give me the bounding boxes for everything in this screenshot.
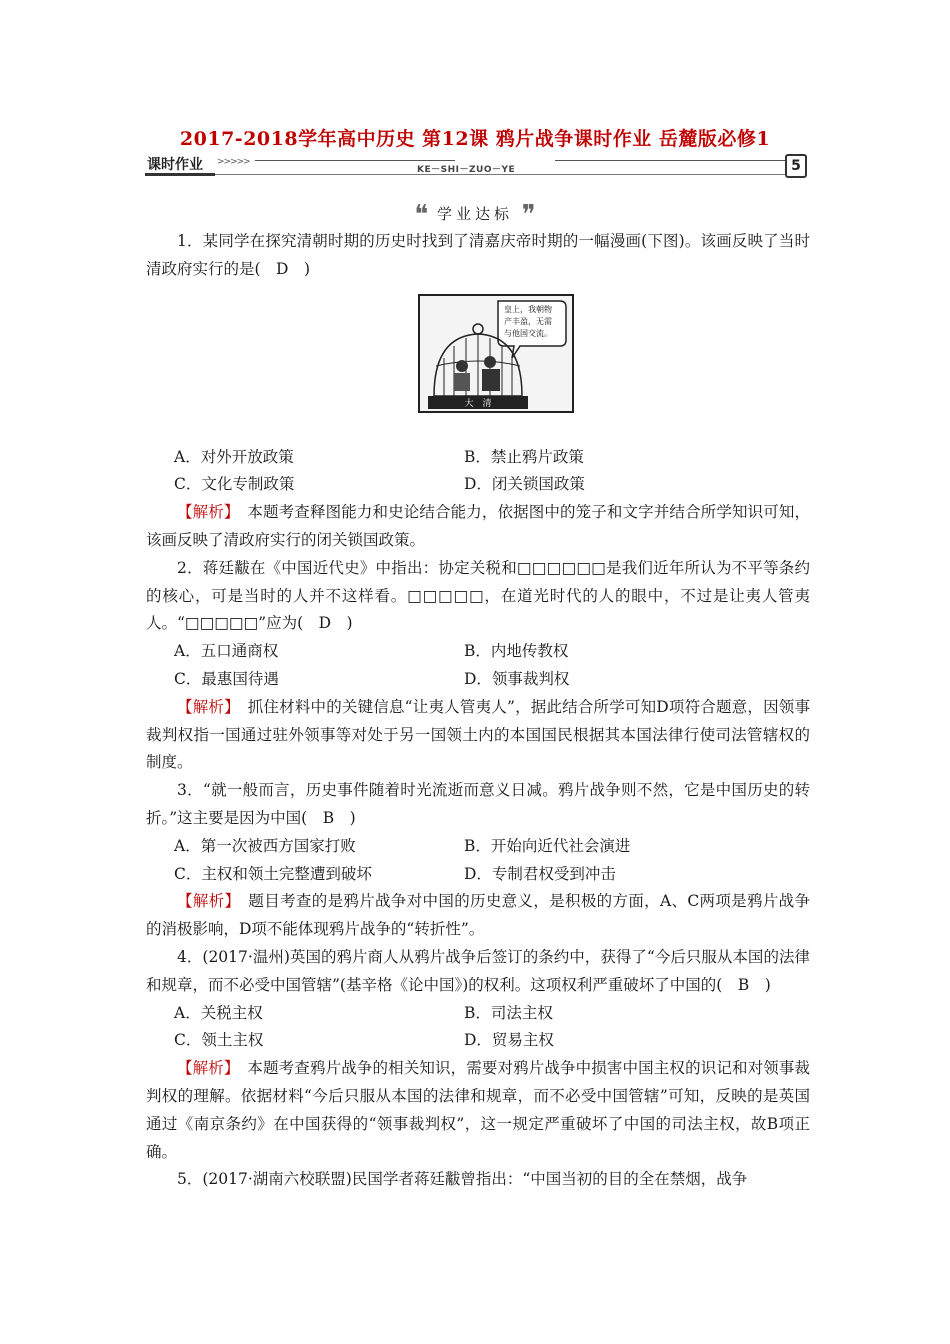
question-stem: 1．某同学在探究清朝时期的历史时找到了清嘉庆帝时期的一幅漫画(下图)。该画反映了当时清政府实行的是( D ): [146, 232, 810, 278]
option-d: D．闭关锁国政策: [464, 475, 585, 494]
analysis: [146, 888, 810, 944]
banner-underline: [215, 174, 785, 175]
analysis: [146, 694, 810, 777]
option-a: A．对外开放政策: [174, 447, 294, 466]
section-title: 学业达标: [436, 205, 513, 223]
banner-arrows: >>>>>: [217, 157, 250, 167]
analysis-text: 本题考查释图能力和史论结合能力，依据图中的笼子和文字并结合所学知识可知，该画反映了清政府实行的闭关锁国政策。: [146, 503, 810, 549]
question-stem: 5．(2017·湖南六校联盟)民国学者蒋廷黻曾指出：“中国当初的目的全在禁烟，战争: [177, 1170, 748, 1189]
cartoon-image: [418, 294, 574, 413]
analysis-text: 本题考查鸦片战争的相关知识，需要对鸦片战争中损害中国主权的识记和对领事裁判权的理解。依据材料“今后只服从本国的法律和规章，而不必受中国管辖”可知，反映的是英国通过《南京条约》在中国获得的“领事裁判权”，这一规定严重破坏了中国的司法主权，故B项正确。: [146, 1059, 810, 1161]
option-a: A．关税主权: [174, 1003, 263, 1022]
banner-rule: [555, 160, 785, 161]
open-quote-icon: ❝: [414, 200, 429, 230]
option-b: B．开始向近代社会演进: [464, 836, 631, 855]
figure-container: [146, 284, 810, 444]
option-b: B．内地传教权: [464, 642, 569, 661]
option-list: [146, 833, 810, 889]
option-c: C．领土主权: [174, 1031, 264, 1050]
option-a: A．第一次被西方国家打败: [174, 836, 356, 855]
analysis-label: 【解析】: [177, 503, 232, 522]
analysis: [146, 1055, 810, 1166]
analysis: [146, 499, 810, 555]
bubble-line-1: 皇上，我朝物: [504, 304, 552, 314]
option-d: D．领事裁判权: [464, 669, 570, 688]
banner-underline: [145, 173, 215, 176]
analysis-text: 题目考查的是鸦片战争对中国的历史意义，是积极的方面，A、C两项是鸦片战争的消极影响，D项不能体现鸦片战争的“转折性”。: [146, 892, 810, 939]
question-list: [146, 228, 810, 1194]
option-c: C．最惠国待遇: [174, 669, 279, 688]
question-stem: 2．蒋廷黻在《中国近代史》中指出：协定关税和□□□□□□是我们近年所认为不平等条约的核心，可是当时的人并不这样看。□□□□□，在道光时代的人的眼中，不过是让夷人管夷人。“□□□□□”应为( D ): [146, 558, 810, 633]
option-a: A．五口通商权: [174, 642, 279, 661]
option-list: [146, 638, 810, 694]
section-heading: [0, 200, 950, 230]
option-d: D．专制君权受到冲击: [464, 864, 616, 883]
banner-rule: [255, 160, 455, 161]
banner-label: 课时作业: [147, 157, 203, 173]
page-title: 2017-2018学年高中历史 第12课 鸦片战争课时作业 岳麓版必修1: [179, 128, 771, 150]
analysis-label: 【解析】: [177, 1059, 232, 1078]
option-list: [146, 1000, 810, 1056]
birdcage-cartoon-icon: [420, 296, 572, 411]
question-stem: 4．(2017·温州)英国的鸦片商人从鸦片战争后签订的条约中，获得了“今后只服从本国的法律和规章，而不必受中国管辖”(基辛格《论中国》)的权利。这项权利严重破坏了中国的( B ): [146, 947, 810, 994]
option-d: D．贸易主权: [464, 1031, 554, 1050]
close-quote-icon: ❞: [521, 200, 536, 230]
cartoon-caption: 大 清: [464, 398, 492, 409]
banner-pinyin: KE－SHI－ZUO－YE: [417, 165, 516, 175]
bubble-line-2: 产丰盈，无需: [504, 316, 552, 326]
question-stem: 3．“就一般而言，历史事件随着时光流逝而意义日减。鸦片战争则不然，它是中国历史的转折。”这主要是因为中国( B ): [146, 781, 810, 827]
option-b: B．禁止鸦片政策: [464, 447, 584, 466]
option-c: C．主权和领土完整遭到破坏: [174, 864, 372, 883]
option-b: B．司法主权: [464, 1003, 553, 1022]
analysis-label: 【解析】: [177, 697, 233, 716]
analysis-label: 【解析】: [177, 892, 233, 911]
analysis-text: 抓住材料中的关键信息“让夷人管夷人”，据此结合所学可知D项符合题意，因领事裁判权指一国通过驻外领事等对处于另一国领土内的本国国民根据其本国法律行使司法管辖权的制度。: [146, 697, 810, 772]
option-list: [146, 444, 810, 500]
section-banner: [145, 151, 805, 181]
bubble-line-3: 与他国交流。: [504, 328, 552, 338]
banner-number-badge: 5: [785, 154, 807, 178]
option-c: C．文化专制政策: [174, 475, 295, 494]
